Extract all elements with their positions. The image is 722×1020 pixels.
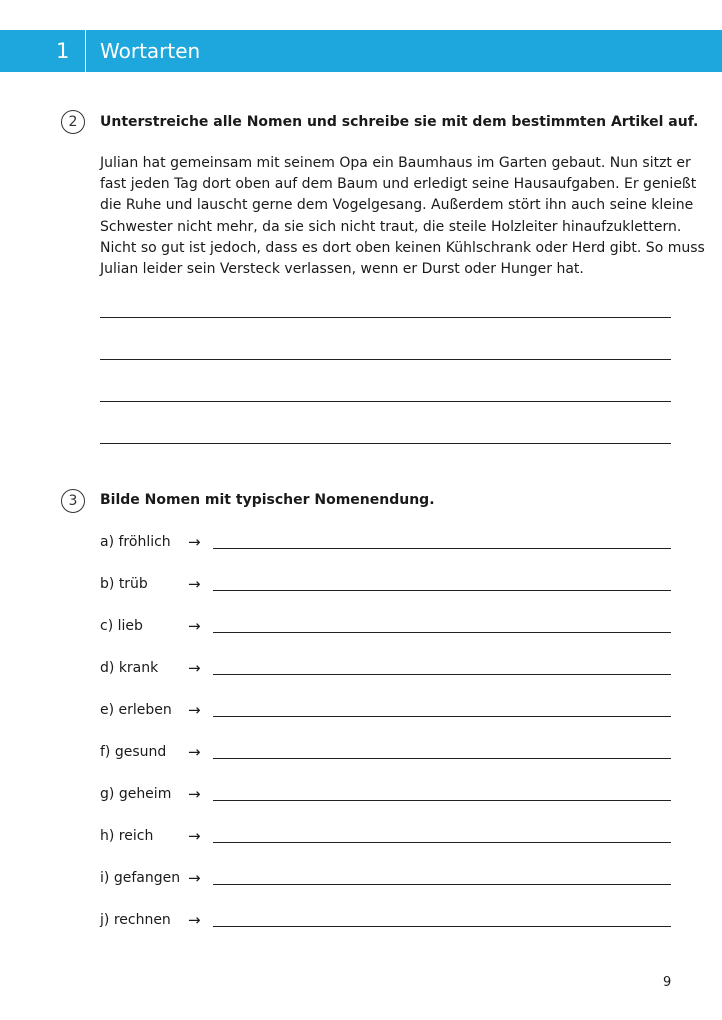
item-word: lieb bbox=[117, 618, 143, 634]
chapter-title: Wortarten bbox=[100, 39, 201, 63]
answer-line[interactable] bbox=[213, 548, 671, 549]
answer-line[interactable] bbox=[213, 842, 671, 843]
arrow-icon: → bbox=[188, 659, 201, 677]
item-word: reich bbox=[118, 828, 154, 844]
exercise-item bbox=[100, 786, 171, 802]
text-line: fast jeden Tag dort oben auf dem Baum und erledigt seine Hausaufgaben. Er genießt bbox=[100, 176, 697, 193]
arrow-icon: → bbox=[188, 617, 201, 635]
item-word: rechnen bbox=[113, 912, 171, 928]
page-number: 9 bbox=[663, 975, 672, 990]
item-letter: i) bbox=[100, 870, 110, 886]
text-line: Nicht so gut ist jedoch, dass es dort oben keinen Kühlschrank oder Herd gibt. So muss bbox=[100, 239, 705, 256]
answer-line[interactable] bbox=[213, 716, 671, 717]
arrow-icon: → bbox=[188, 869, 201, 887]
answer-line[interactable] bbox=[213, 926, 671, 927]
task-instruction: Bilde Nomen mit typischer Nomenendung. bbox=[100, 492, 435, 508]
item-word: gesund bbox=[114, 744, 167, 760]
exercise-item bbox=[100, 702, 172, 718]
exercise-item bbox=[100, 870, 180, 886]
item-word: trüb bbox=[118, 576, 148, 592]
item-letter: e) bbox=[100, 702, 115, 718]
answer-line[interactable] bbox=[100, 401, 671, 402]
item-letter: g) bbox=[100, 786, 115, 802]
task-number-badge: 3 bbox=[61, 489, 85, 513]
item-letter: c) bbox=[100, 618, 114, 634]
item-letter: b) bbox=[100, 576, 115, 592]
answer-line[interactable] bbox=[100, 317, 671, 318]
exercise-item bbox=[100, 618, 143, 634]
exercise-item bbox=[100, 828, 153, 844]
exercise-item bbox=[100, 576, 148, 592]
chapter-header bbox=[0, 30, 722, 72]
exercise-item bbox=[100, 744, 166, 760]
answer-line[interactable] bbox=[213, 632, 671, 633]
arrow-icon: → bbox=[188, 743, 201, 761]
answer-line[interactable] bbox=[213, 800, 671, 801]
chapter-number: 1 bbox=[56, 39, 70, 63]
text-line: die Ruhe und lauscht gerne dem Vogelgesang. Außerdem stört ihn auch seine kleine bbox=[100, 197, 694, 214]
item-letter: h) bbox=[100, 828, 115, 844]
item-letter: j) bbox=[100, 912, 110, 928]
arrow-icon: → bbox=[188, 827, 201, 845]
answer-line[interactable] bbox=[213, 758, 671, 759]
item-word: geheim bbox=[118, 786, 172, 802]
arrow-icon: → bbox=[188, 533, 201, 551]
arrow-icon: → bbox=[188, 911, 201, 929]
answer-line[interactable] bbox=[100, 359, 671, 360]
text-line: Schwester nicht mehr, da sie sich nicht traut, die steile Holzleiter hinaufzuklettern. bbox=[100, 218, 682, 235]
exercise-item bbox=[100, 912, 171, 928]
arrow-icon: → bbox=[188, 701, 201, 719]
exercise-item bbox=[100, 534, 171, 550]
task-text-paragraph bbox=[100, 153, 705, 280]
answer-line[interactable] bbox=[213, 590, 671, 591]
task-number-badge: 2 bbox=[61, 110, 85, 134]
exercise-item bbox=[100, 660, 158, 676]
arrow-icon: → bbox=[188, 785, 201, 803]
answer-line[interactable] bbox=[213, 674, 671, 675]
item-word: erleben bbox=[118, 702, 172, 718]
item-letter: a) bbox=[100, 534, 115, 550]
answer-line[interactable] bbox=[213, 884, 671, 885]
arrow-icon: → bbox=[188, 575, 201, 593]
item-letter: f) bbox=[100, 744, 111, 760]
text-line: Julian hat gemeinsam mit seinem Opa ein Baumhaus im Garten gebaut. Nun sitzt er bbox=[100, 155, 691, 171]
header-divider bbox=[85, 30, 86, 72]
item-word: gefangen bbox=[113, 870, 181, 886]
item-word: krank bbox=[118, 660, 159, 676]
task-instruction: Unterstreiche alle Nomen und schreibe sie mit dem bestimmten Artikel auf. bbox=[100, 114, 699, 130]
answer-line[interactable] bbox=[100, 443, 671, 444]
text-line: Julian leider sein Versteck verlassen, wenn er Durst oder Hunger hat. bbox=[100, 261, 584, 278]
item-letter: d) bbox=[100, 660, 115, 676]
item-word: fröhlich bbox=[118, 534, 171, 550]
